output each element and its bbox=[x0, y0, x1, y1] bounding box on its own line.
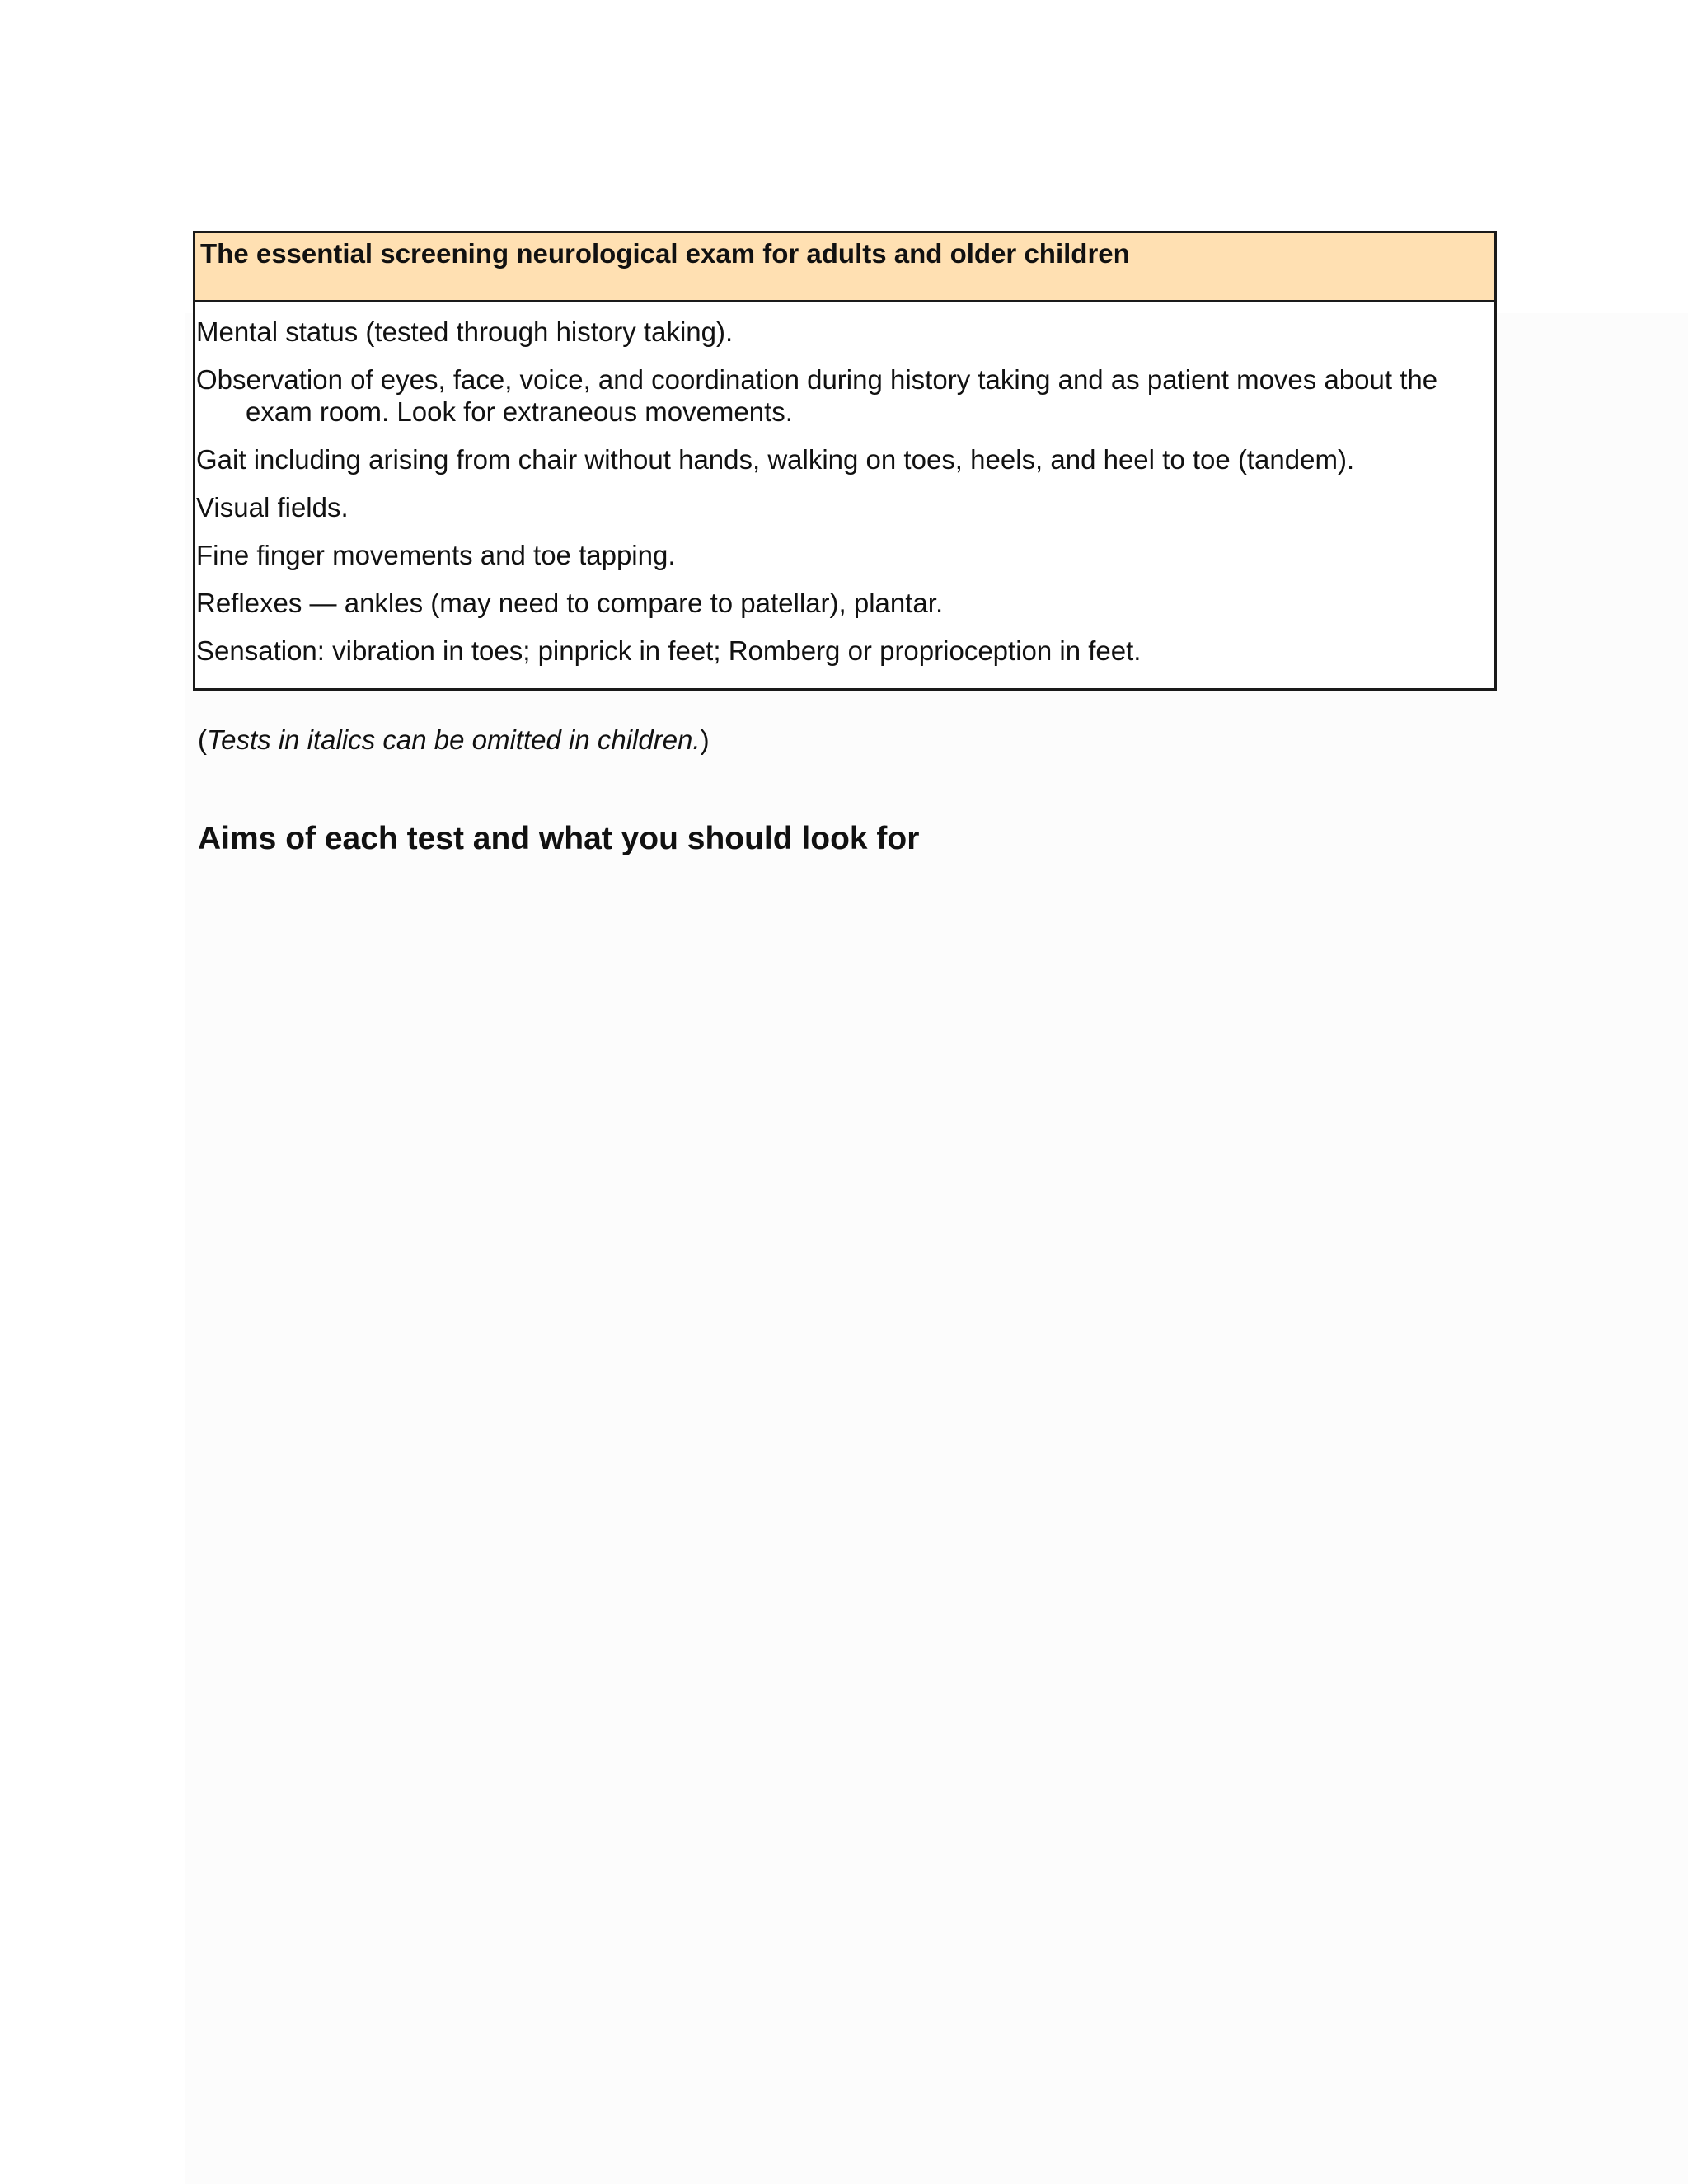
section-heading: Aims of each test and what you should look for bbox=[198, 821, 920, 856]
exam-item-reflexes: Reflexes — ankles (may need to compare to patellar), plantar. bbox=[196, 588, 944, 618]
exam-item-mental-status: Mental status (tested through history taking). bbox=[196, 316, 734, 347]
exam-item-visual-fields: Visual fields. bbox=[196, 492, 349, 523]
note-text: Tests in italics can be omitted in children. bbox=[207, 724, 701, 755]
screening-exam-box bbox=[193, 231, 1497, 691]
exam-list bbox=[195, 302, 1494, 667]
note-close-paren: ) bbox=[700, 724, 710, 755]
exam-item-observation: Observation of eyes, face, voice, and coordination during history taking and as patient moves about the exam room. Look for extraneous movements. bbox=[196, 364, 1438, 427]
italics-note bbox=[198, 722, 710, 758]
exam-item-sensation: Sensation: vibration in toes; pinprick in feet; Romberg or proprioception in feet. bbox=[196, 635, 1142, 666]
exam-item-fine-movements: Fine finger movements and toe tapping. bbox=[196, 540, 676, 570]
note-open-paren: ( bbox=[198, 724, 207, 755]
exam-item-gait: Gait including arising from chair without hands, walking on toes, heels, and heel to toe (tandem). bbox=[196, 444, 1355, 475]
exam-box-header bbox=[195, 233, 1494, 302]
exam-box-title: The essential screening neurological exam for adults and older children bbox=[200, 238, 1130, 269]
